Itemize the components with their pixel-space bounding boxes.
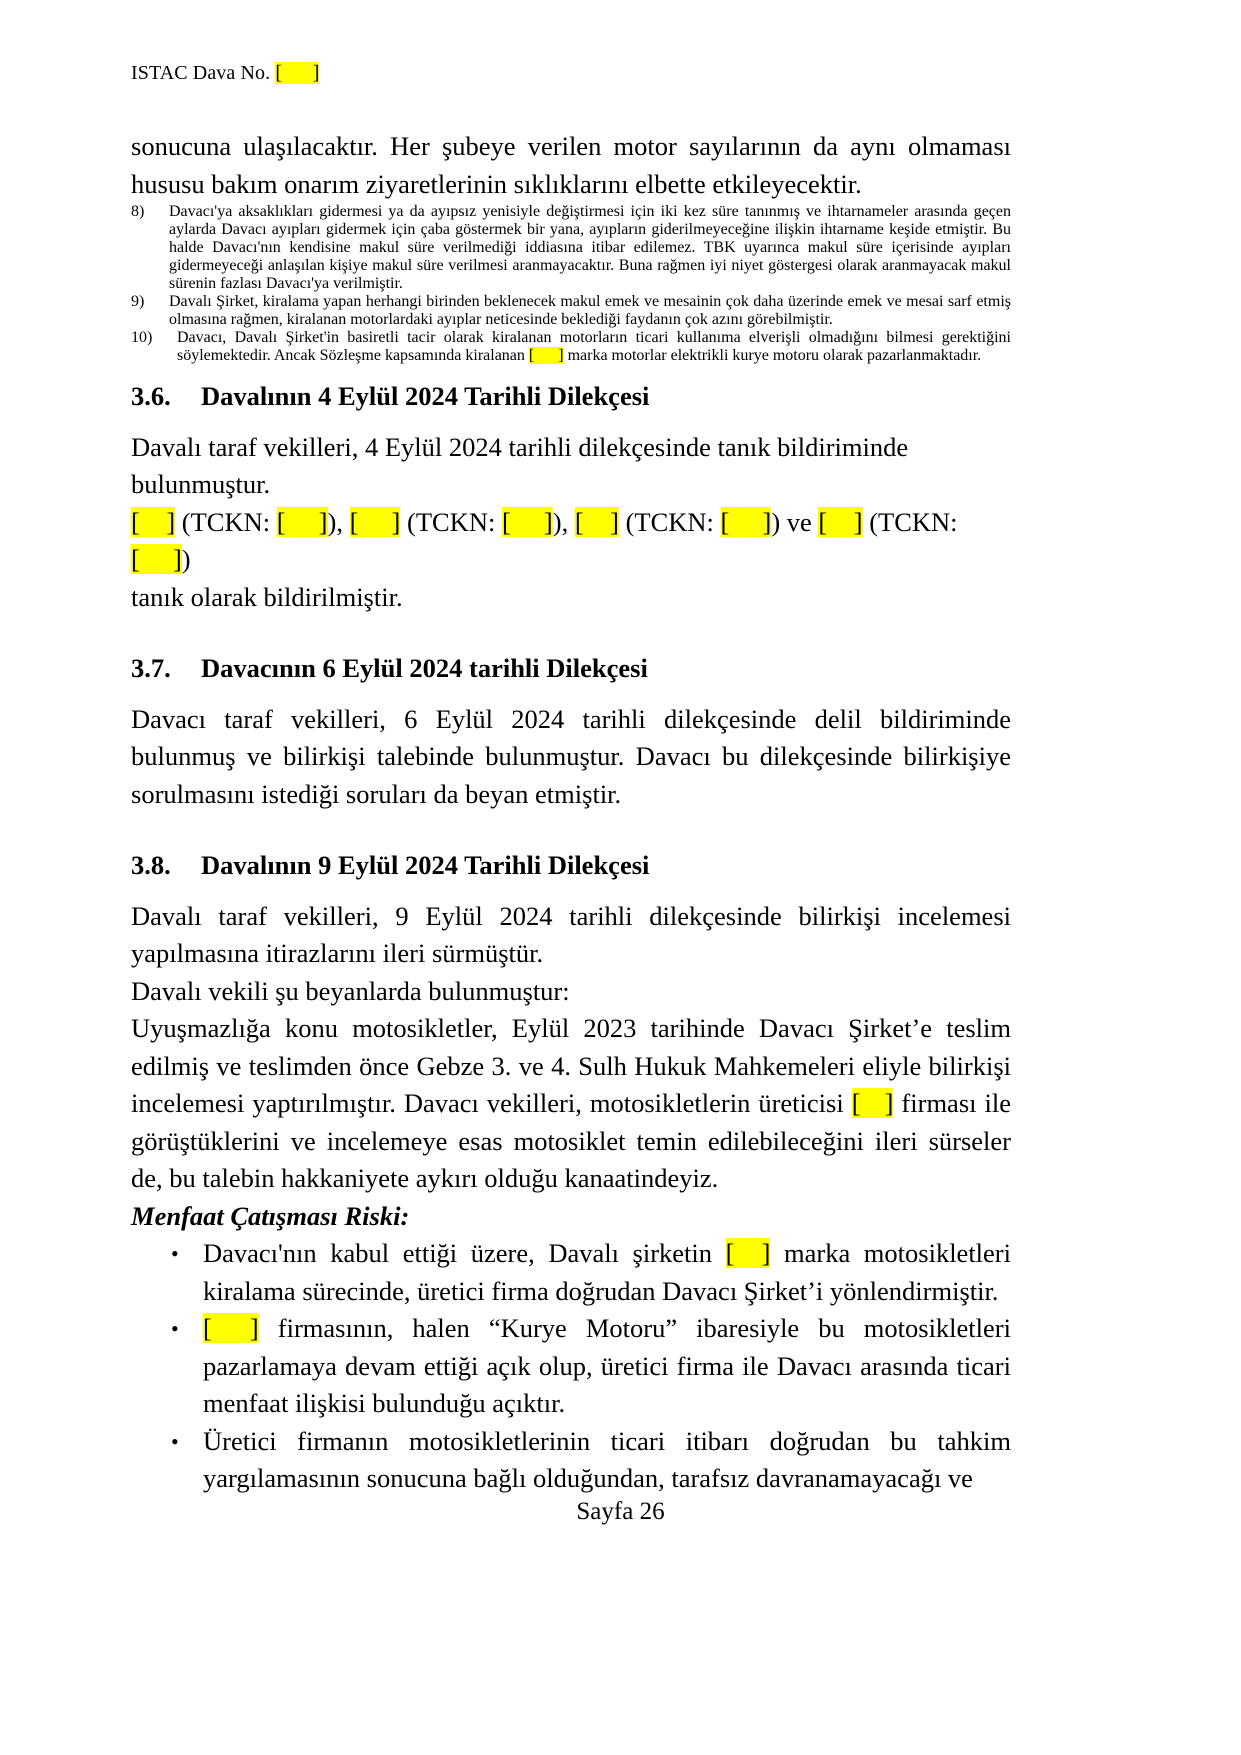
witness-line: [ ] (TCKN: [ ]), [ ] (TCKN: [ ]), [ ] (TCKN: [ ]) ve [ ] (TCKN: [ ]) (131, 506, 958, 574)
list-item (131, 1235, 1011, 1310)
item-number: 10) (131, 329, 153, 346)
witness-conjunction: ve (786, 506, 812, 537)
brand-redaction: [ ] (528, 347, 564, 364)
document-body (131, 128, 1011, 1498)
case-number-label: ISTAC Dava No. (131, 62, 271, 84)
manufacturer-redaction: [ ] (851, 1088, 894, 1118)
section-number: 3.8. (131, 850, 171, 880)
list-item (131, 1423, 1011, 1498)
bullet-1-after: marka motosikletleri kiralama sürecinde, üretici firma doğrudan Davacı Şirket’i yönlendirmiştir. (203, 1238, 1011, 1306)
list-item (131, 1310, 1011, 1423)
sep-2: , (561, 506, 569, 537)
page-footer (0, 1498, 1241, 1526)
case-number-redaction: [ ] (275, 62, 320, 84)
tckn-label-1: (TCKN: (181, 506, 271, 537)
item-number: 8) (131, 203, 145, 220)
tckn-label-3: (TCKN: (625, 506, 714, 537)
section-number: 3.6. (131, 381, 171, 411)
sep-1: , (336, 506, 343, 537)
page-number-label: Sayfa 26 (576, 1498, 665, 1525)
witness-2-name-redaction: [ ] (349, 506, 401, 537)
section-3-7-paragraph: Davacı taraf vekilleri, 6 Eylül 2024 tarihli dilekçesinde delil bildiriminde bulunmuş ve bilirkişi talebinde bulunmuştur. Davacı bu dilekçesinde bilirkişiye sorulmasını istediği soruları da beyan etmiştir. (131, 703, 1011, 809)
section-3-6-intro: Davalı taraf vekilleri, 4 Eylül 2024 tarihli dilekçesinde tanık bildiriminde bulunmuştur. (131, 431, 909, 499)
item-text-after: marka motorlar elektrikli kurye motoru olarak pazarlanmaktadır. (563, 347, 982, 364)
section-3-8-paragraph-1: Davalı taraf vekilleri, 9 Eylül 2024 tarihli dilekçesinde bilirkişi incelemesi yapılmasına itirazlarını ileri sürmüştür. (131, 900, 1011, 968)
conflict-bullet-list (131, 1235, 1011, 1498)
bullet-1-redaction: [ ] (725, 1238, 771, 1268)
witness-2-tckn-redaction: [ ] (501, 506, 553, 537)
section-3-8-paragraph-2: Davalı vekili şu beyanlarda bulunmuştur: (131, 975, 570, 1006)
witness-1-tckn-redaction: [ ] (276, 506, 328, 537)
tckn-label-4: (TCKN: (869, 506, 958, 537)
witness-4-tckn-redaction: [ ] (131, 544, 182, 574)
paragraph-3-after: firması ile görüştüklerini ve incelemeye esas motosiklet temin edilebileceğini ileri sürseler de, bu talebin hakkaniyete aykırı olduğu kanaatindeyiz. (131, 1088, 1011, 1193)
continued-paragraph: sonucuna ulaşılacaktır. Her şubeye verilen motor sayılarının da aynı olmaması hususu bakım onarım ziyaretlerinin sıklıklarını elbette etkileyecektir. (131, 131, 1011, 199)
tckn-label-2: (TCKN: (407, 506, 496, 537)
bullet-2-redaction: [ ] (203, 1313, 259, 1343)
witness-4-name-redaction: [ ] (818, 506, 863, 537)
witness-1-name-redaction: [ ] (131, 506, 176, 537)
section-3-8-paragraph-3 (131, 1010, 1011, 1198)
section-heading-3-8 (131, 847, 1011, 885)
witness-3-tckn-redaction: [ ] (720, 506, 772, 537)
paragraph-3-before: Uyuşmazlığa konu motosikletler, Eylül 2023 tarihinde Davacı Şirket’e teslim edilmiş ve teslimden önce Gebze 3. ve 4. Sulh Hukuk Mahkemeleri eliyle bilirkişi incelemesi yaptırılmıştır. Davacı vekilleri, motosikletlerin üreticisi (131, 1013, 1011, 1118)
bullet-3-text: Üretici firmanın motosikletlerinin ticari itibarı doğrudan bu tahkim yargılamasının sonucuna bağlı olduğundan, tarafsız davranamayacağı ve (203, 1425, 1011, 1493)
section-heading-3-7 (131, 650, 1011, 688)
section-heading-3-6 (131, 378, 1011, 416)
witness-closing: tanık olarak bildirilmiştir. (131, 581, 403, 612)
item-number: 9) (131, 293, 145, 310)
item-text-before: Davacı, Davalı Şirket'in basiretli tacir olarak kiralanan motorların ticari kullanıma elverişli olmadığını bilmesi gerektiğini söylemektedir. Ancak Sözleşme kapsamında kiralanan (177, 329, 1011, 364)
numbered-item-9 (131, 293, 1011, 329)
numbered-item-8 (131, 203, 1011, 293)
witness-3-name-redaction: [ ] (574, 506, 619, 537)
section-number: 3.7. (131, 653, 171, 683)
item-text: Davacı'ya aksaklıkları gidermesi ya da ayıpsız yenisiyle değiştirmesi için iki kez süre tanınmış ve ihtarnameler arasında geçen aylarda Davacı ayıpları gidermek için çaba göstermek bir yana, ayıpların giderilmeyeceğine ilişkin ihtarname keşide etmiştir. Bu halde Davacı'nın kendisine makul süre verilmediği iddiasına itibar edilemez. TBK uyarınca makul süre içerisinde ayıpları gidermeyeceği anlaşılan kişiye makul süre verilmesi aranmayacaktır. Buna rağmen iyi niyet göstergesi olarak aranmayacak makul sürenin fazlası Davacı'ya verilmiştir. (169, 203, 1011, 292)
bullet-1-before: Davacı'nın kabul ettiği üzere, Davalı şirketin (203, 1238, 726, 1268)
section-title: Davacının 6 Eylül 2024 tarihli Dilekçesi (201, 653, 648, 683)
numbered-item-10 (131, 329, 1011, 365)
conflict-of-interest-heading: Menfaat Çatışması Riski: (131, 1200, 410, 1231)
section-title: Davalının 4 Eylül 2024 Tarihli Dilekçesi (201, 381, 650, 411)
bullet-2-after: firmasının, halen “Kurye Motoru” ibaresiyle bu motosikletleri pazarlamaya devam ettiği açık olup, üretici firma ile Davacı arasında ticari menfaat ilişkisi bulunduğu açıktır. (203, 1313, 1011, 1418)
item-text: Davalı Şirket, kiralama yapan herhangi birinden beklenecek makul emek ve mesainin çok daha üzerinde emek ve mesai sarf etmiş olmasına rağmen, kiralanan motorlardaki ayıplar neticesinde beklediği faydanın çok azını görebilmiştir. (169, 293, 1011, 328)
document-header (131, 62, 319, 85)
section-title: Davalının 9 Eylül 2024 Tarihli Dilekçesi (201, 850, 650, 880)
